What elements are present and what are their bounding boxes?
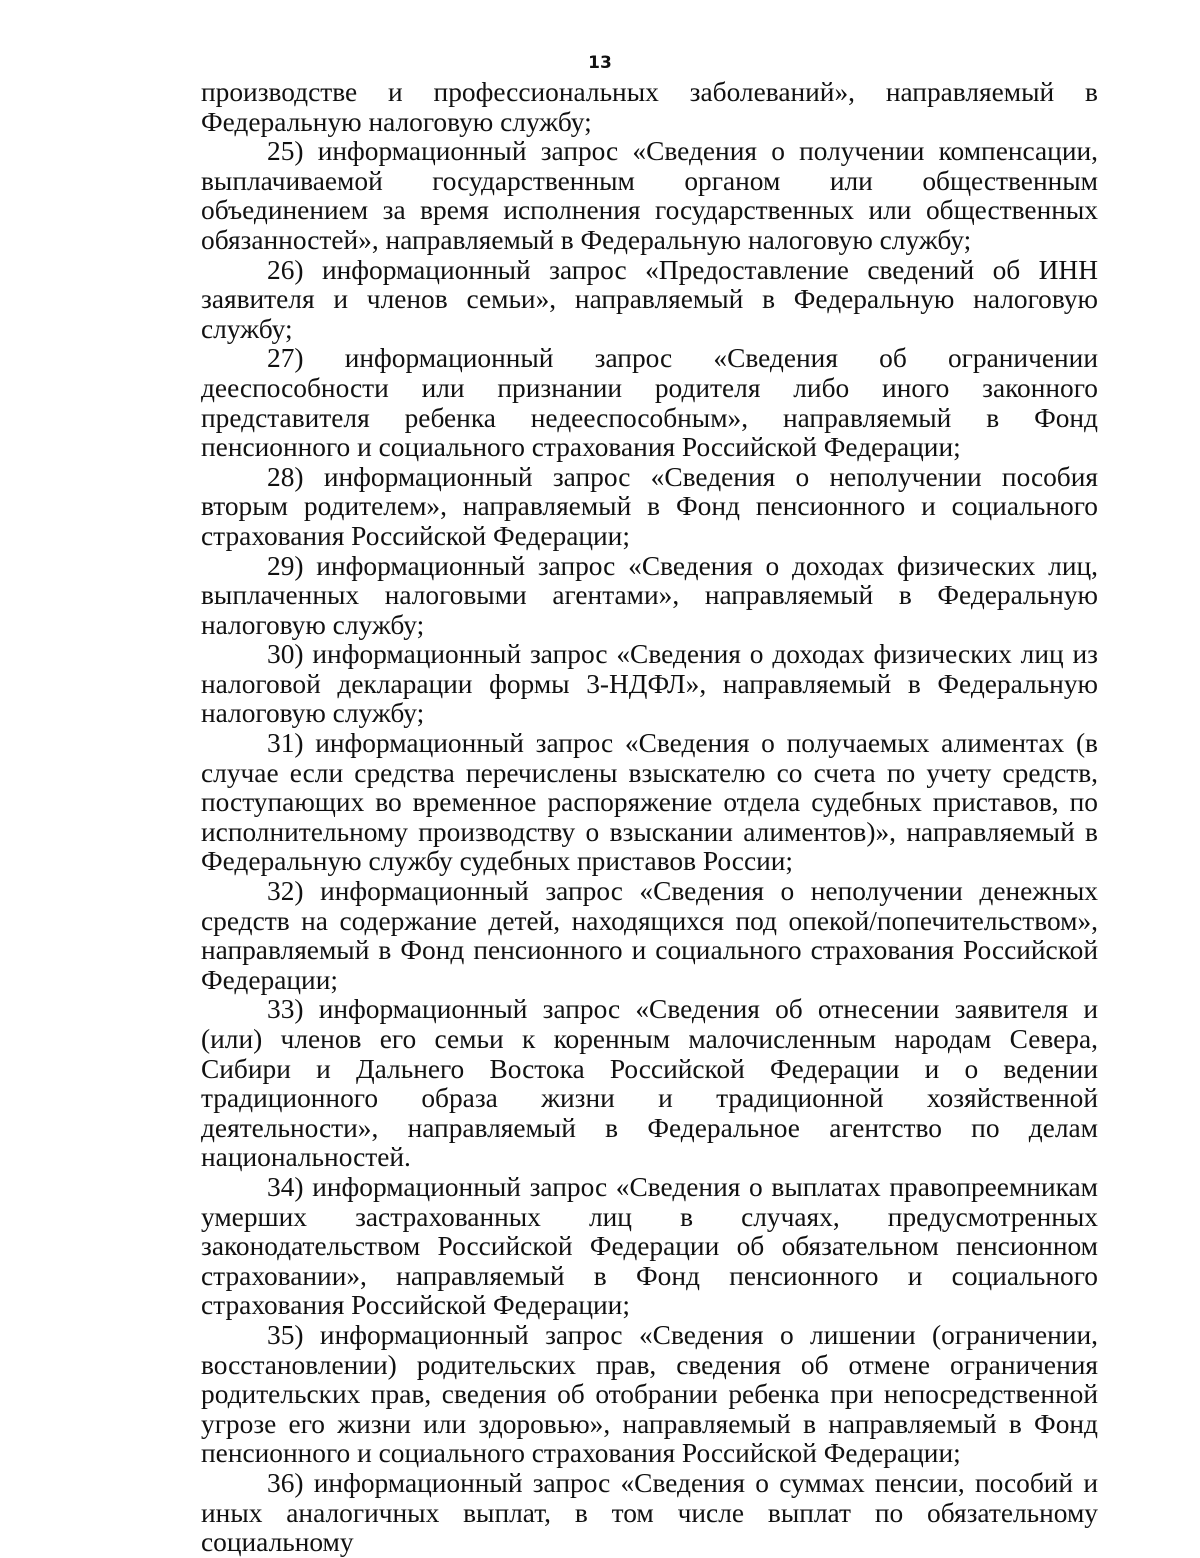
list-item-32: 32) информационный запрос «Сведения о неполучении денежных средств на содержание детей, находящихся под опекой/попечительством», направляемый в Фонд пенсионного и социального страхования Российской Федерации; [201, 876, 1098, 995]
list-item-25: 25) информационный запрос «Сведения о получении компенсации, выплачиваемой государственным органом или общественным объединением за время исполнения государственных или общественных обязанностей», направляемый в Федеральную налоговую службу; [201, 136, 1098, 255]
list-item-29: 29) информационный запрос «Сведения о доходах физических лиц, выплаченных налоговыми агентами», направляемый в Федеральную налоговую службу; [201, 550, 1098, 640]
list-item-34: 34) информационный запрос «Сведения о выплатах правопреемникам умерших застрахованных лиц в случаях, предусмотренных законодательством Российской Федерации об обязательном пенсионном страховании», направляемый в Фонд пенсионного и социального страхования Российской Федерации; [201, 1171, 1098, 1321]
document-body [201, 78, 1098, 1558]
list-item-30: 30) информационный запрос «Сведения о доходах физических лиц из налоговой декларации формы 3-НДФЛ», направляемый в Федеральную налоговую службу; [201, 639, 1098, 729]
list-item-26: 26) информационный запрос «Предоставление сведений об ИНН заявителя и членов семьи», направляемый в Федеральную налоговую службу; [201, 254, 1098, 344]
page-number: 13 [588, 53, 612, 73]
list-item-33: 33) информационный запрос «Сведения об отнесении заявителя и (или) членов его семьи к коренным малочисленным народам Севера, Сибири и Дальнего Востока Российской Федерации и о ведении традиционного образа жизни и традиционной хозяйственной деятельности», направляемый в Федеральное агентство по делам национальностей. [201, 994, 1098, 1173]
list-item-31: 31) информационный запрос «Сведения о получаемых алиментах (в случае если средства перечислены взыскателю со счета по учету средств, поступающих во временное распоряжение отдела судебных приставов, по исполнительному производству о взыскании алиментов)», направляемый в Федеральную службу судебных приставов России; [201, 728, 1098, 877]
list-item-28: 28) информационный запрос «Сведения о неполучении пособия вторым родителем», направляемый в Фонд пенсионного и социального страхования Российской Федерации; [201, 461, 1098, 551]
list-item-35: 35) информационный запрос «Сведения о лишении (ограничении, восстановлении) родительских прав, сведения об отмене ограничения родительских прав, сведения об отобрании ребенка при непосредственной угрозе его жизни или здоровью», направляемый в направляемый в Фонд пенсионного и социального страхования Российской Федерации; [201, 1319, 1098, 1469]
list-item-36: 36) информационный запрос «Сведения о суммах пенсии, пособий и иных аналогичных выплат, в том числе выплат по обязательному социальному [201, 1467, 1098, 1558]
list-item-27: 27) информационный запрос «Сведения об ограничении дееспособности или признании родителя либо иного законного представителя ребенка недееспособным», направляемый в Фонд пенсионного и социального страхования Российской Федерации; [201, 343, 1098, 463]
paragraph-continuation: производстве и профессиональных заболеваний», направляемый в Федеральную налоговую службу; [201, 77, 1098, 137]
